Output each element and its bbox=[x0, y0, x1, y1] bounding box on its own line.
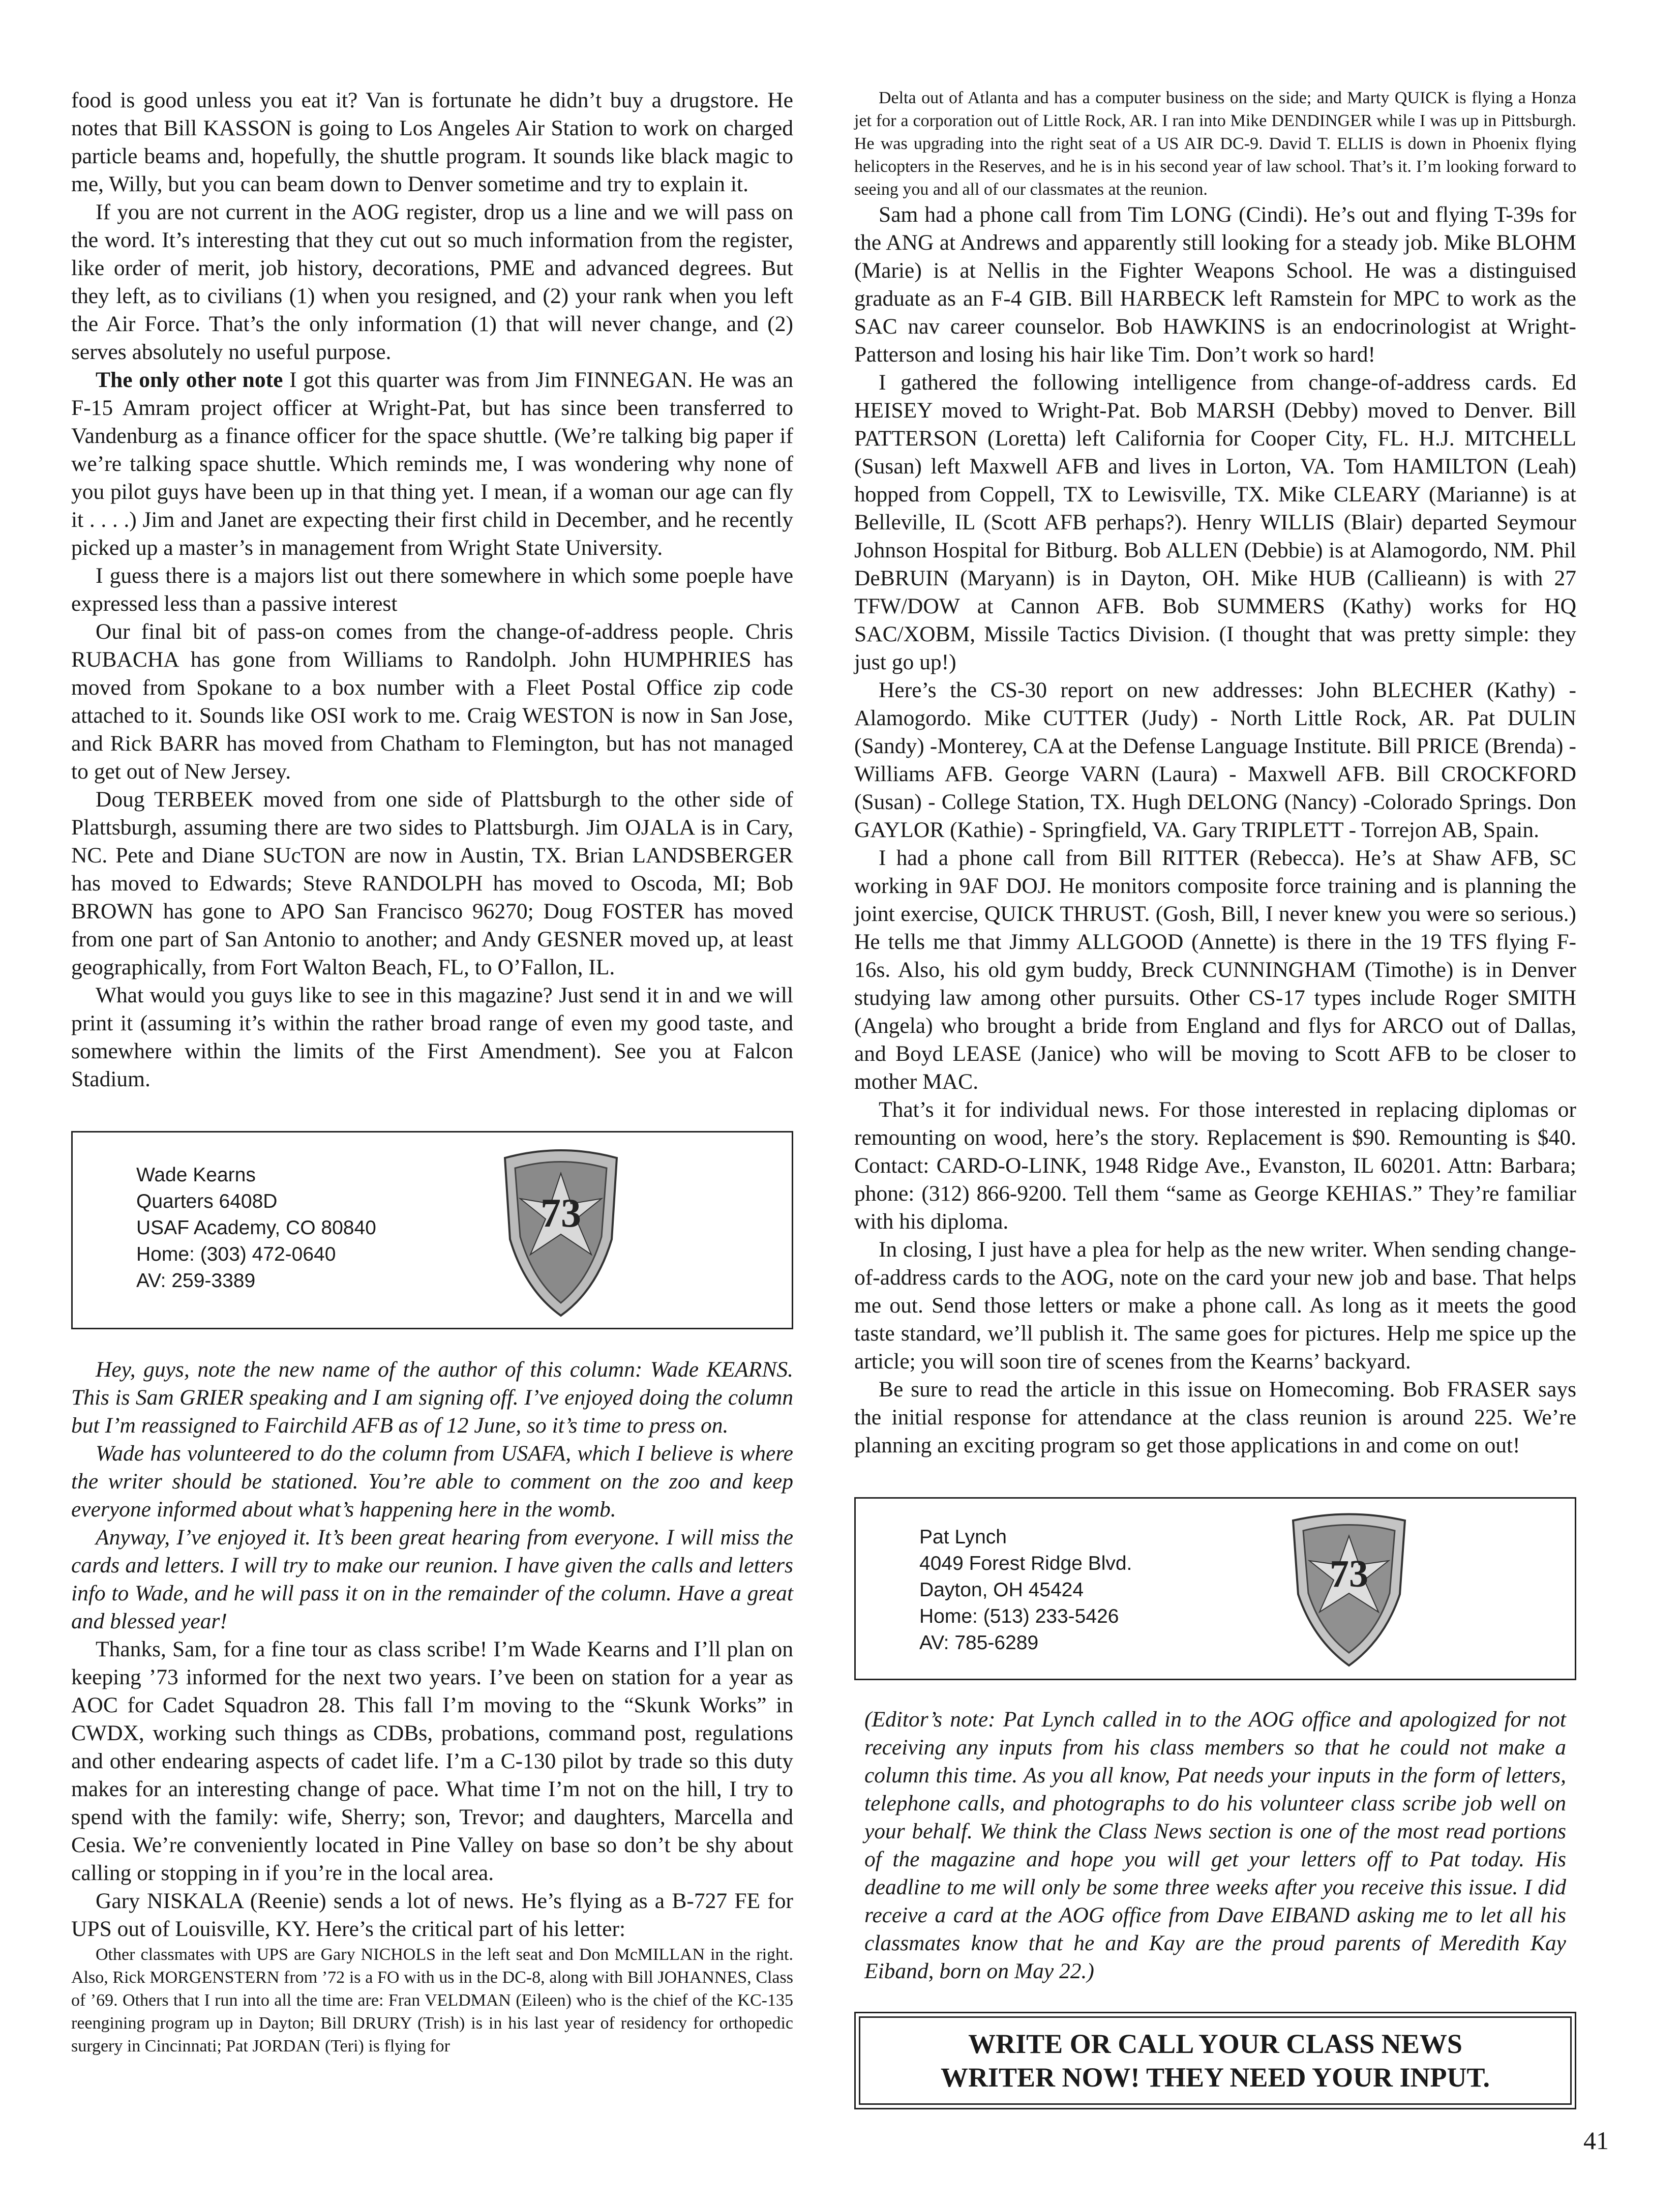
paragraph bbox=[71, 366, 793, 562]
page-number: 41 bbox=[1583, 2126, 1609, 2155]
editor-note: (Editor’s note: Pat Lynch called in to the AOG office and apologized for not receiving any inputs from his class members so that he could not make a column this time. As you all know, Pat needs your inputs in the form of letters, telephone calls, and photographs to do his volunteer class scribe job well on your behalf. We think the Class News section is one of the most read portions of the magazine and hope you will get your letters off to Pat today. His deadline to me will only be some three weeks after you receive this issue. I did receive a card at the AOG office from Dave EIBAND asking me to let all his classmates know that he and Kay are the proud parents of Meredith Kay Eiband, born on May 22.) bbox=[864, 1707, 1566, 1983]
address-line: USAF Academy, CO 80840 bbox=[136, 1217, 376, 1239]
address-line: Wade Kearns bbox=[136, 1164, 256, 1186]
class-crest-icon bbox=[1283, 1508, 1415, 1671]
paragraph: In closing, I just have a plea for help as the new writer. When sending change-of-address cards to the AOG, note on the card your new job and base. That helps me out. Send those letters or make a phone call. As long as it meets the good taste standard, we’ll publish it. The same goes for pictures. Help me spice up the article; you will soon tire of scenes from the Kearns’ backyard. bbox=[854, 1237, 1576, 1374]
paragraph: What would you guys like to see in this magazine? Just send it in and we will print it (assuming it’s within the rather broad range of even my good taste, and somewhere within the limits of the First Amendment). See you at Falcon Stadium. bbox=[71, 983, 793, 1091]
paragraph: I had a phone call from Bill RITTER (Rebecca). He’s at Shaw AFB, SC working in 9AF DOJ. He monitors composite force training and is planning the joint exercise, QUICK THRUST. (Gosh, Bill, I never knew you were so serious.) He tells me that Jimmy ALLGOOD (Annette) is there in the 19 TFS flying F-16s. Also, his old gym buddy, Breck CUNNINGHAM (Timothe) is in Denver studying law among other pursuits. Other CS-17 types include Roger SMITH (Angela) who brought a bride from England and flys for ARCO out of Dallas, and Boyd LEASE (Janice) who will be moving to Scott AFB to be closer to mother MAC. bbox=[854, 846, 1576, 1094]
paragraph: I gathered the following intelligence from change-of-address cards. Ed HEISEY moved to Wright-Pat. Bob MARSH (Debby) moved to Denver. Bill PATTERSON (Loretta) left California for Cooper City, FL. H.J. MITCHELL (Susan) left Maxwell AFB and lives in Lorton, VA. Tom HAMILTON (Leah) hopped from Coppell, TX to Lewisville, TX. Mike CLEARY (Marianne) is at Belleville, IL (Scott AFB perhaps?). Henry WILLIS (Blair) departed Seymour Johnson Hospital for Bitburg. Bob ALLEN (Debbie) is at Alamogordo, NM. Phil DeBRUIN (Maryann) is in Dayton, OH. Mike HUB (Callieann) is with 27 TFW/DOW at Cannon AFB. Bob SUMMERS (Kathy) works for HQ SAC/XOBM, Missile Tactics Division. (I thought that was pretty simple: they just go up!) bbox=[854, 370, 1576, 674]
address-line: Home: (303) 472-0640 bbox=[136, 1243, 336, 1265]
address-line: Home: (513) 233-5426 bbox=[919, 1605, 1119, 1627]
italic-paragraph: Wade has volunteered to do the column from USAFA, which I believe is where the writer should be stationed. You’re able to comment on the zoo and keep everyone informed about what’s happening here in the womb. bbox=[71, 1441, 793, 1522]
left-column bbox=[71, 86, 793, 2058]
italic-paragraph: Hey, guys, note the new name of the author of this column: Wade KEARNS. This is Sam GRIER speaking and I am signing off. I’ve enjoyed doing the column but I’m reassigned to Fairchild AFB as of 12 June, so it’s time to press on. bbox=[71, 1357, 793, 1438]
paragraph: Doug TERBEEK moved from one side of Plattsburgh to the other side of Plattsburgh, assuming there are two sides to Plattsburgh. Jim OJALA is in Cary, NC. Pete and Diane SUcTON are now in Austin, TX. Brian LANDSBERGER has moved to Edwards; Steve RANDOLPH has moved to Oscoda, MI; Bob BROWN has gone to APO San Francisco 96270; Doug FOSTER has moved from one part of San Antonio to another; and Andy GESNER moved up, at least geographically, from Fort Walton Beach, FL, to O’Fallon, IL. bbox=[71, 787, 793, 979]
paragraph: I guess there is a majors list out there somewhere in which some poeple have expressed less than a passive interest bbox=[71, 563, 793, 616]
paragraph: Here’s the CS-30 report on new addresses: John BLECHER (Kathy) -Alamogordo. Mike CUTTER (Judy) - North Little Rock, AR. Pat DULIN (Sandy) -Monterey, CA at the Defense Language Institute. Bill PRICE (Brenda) -Williams AFB. George VARN (Laura) - Maxwell AFB. Bill CROCKFORD (Susan) - College Station, TX. Hugh DELONG (Nancy) -Colorado Springs. Don GAYLOR (Kathie) - Springfield, VA. Gary TRIPLETT - Torrejon AB, Spain. bbox=[854, 678, 1576, 842]
letter-excerpt: Other classmates with UPS are Gary NICHOLS in the left seat and Don McMILLAN in the right. Also, Rick MORGENSTERN from ’72 is a FO with us in the DC-8, along with Bill JOHANNES, Class of ’69. Others that I run into all the time are: Fran VELDMAN (Eileen) who is the chief of the KC-135 reengining program up in Dayton; Bill DRURY (Trish) is in his last year of residency for orthopedic surgery in Cincinnati; Pat JORDAN (Teri) is flying for bbox=[71, 1945, 793, 2056]
paragraph: Sam had a phone call from Tim LONG (Cindi). He’s out and flying T-39s for the ANG at Andrews and apparently still looking for a steady job. Mike BLOHM (Marie) is at Nellis in the Fighter Weapons School. He was a distinguised graduate as an F-4 GIB. Bill HARBECK left Ramstein for MPC to work as the SAC nav career counselor. Bob HAWKINS is an endocrinologist at Wright-Patterson and losing his hair like Tim. Don’t work so hard! bbox=[854, 202, 1576, 367]
italic-paragraph: Anyway, I’ve enjoyed it. It’s been great hearing from everyone. I will miss the cards and letters. I will try to make our reunion. I have given the calls and letters info to Wade, and he will pass it on in the remainder of the column. Have a great and blessed year! bbox=[71, 1525, 793, 1633]
right-column bbox=[854, 86, 1576, 2109]
address-line: Dayton, OH 45424 bbox=[919, 1579, 1084, 1601]
address-line: Pat Lynch bbox=[919, 1526, 1007, 1548]
address-line: AV: 785-6289 bbox=[919, 1632, 1039, 1654]
paragraph: That’s it for individual news. For those interested in replacing diplomas or remounting on wood, here’s the story. Replacement is $90. Remounting is $40. Contact: CARD-O-LINK, 1948 Ridge Ave., Evanston, IL 60201. Attn: Barbara; phone: (312) 866-9200. Tell them “same as George KEHIAS.” They’re familiar with his diploma. bbox=[854, 1097, 1576, 1234]
address-box-wade bbox=[71, 1131, 793, 1329]
paragraph: Our final bit of pass-on comes from the change-of-address people. Chris RUBACHA has gone from Williams to Randolph. John HUMPHRIES has moved from Spokane to a box number with a Fleet Postal Office zip code attached to it. Sounds like OSI work to me. Craig WESTON is now in San Jose, and Rick BARR has moved from Chatham to Flemington, but has not managed to get out of New Jersey. bbox=[71, 619, 793, 784]
paragraph: food is good unless you eat it? Van is fortunate he didn’t buy a drugstore. He notes that Bill KASSON is going to Los Angeles Air Station to work on charged particle beams and, hopefully, the shuttle program. It sounds like black magic to me, Willy, but you can beam down to Denver sometime and try to explain it. bbox=[71, 88, 793, 196]
crest-label: 73 bbox=[541, 1191, 581, 1236]
crest-label: 73 bbox=[1330, 1553, 1368, 1595]
paragraph: Thanks, Sam, for a fine tour as class scribe! I’m Wade Kearns and I’ll plan on keeping ’73 informed for the next two years. I’ve been on station for a year as AOC for Cadet Squadron 28. This fall I’m moving to the “Skunk Works” in CWDX, working such things as CDBs, probations, command post, regulations and other endearing aspects of cadet life. I’m a C-130 pilot by trade so this duty makes for an interesting change of pace. What time I’m not on the hill, I try to spend with the family: wife, Sherry; son, Trevor; and daughters, Marcella and Cesia. We’re conveniently located in Pine Valley on base so don’t be shy about calling or stopping in if you’re in the local area. bbox=[71, 1637, 793, 1885]
address-line: Quarters 6408D bbox=[136, 1190, 278, 1212]
call-to-action-inner bbox=[859, 2016, 1572, 2105]
call-to-action-line: WRITE OR CALL YOUR CLASS NEWS bbox=[968, 2029, 1462, 2059]
letter-excerpt-continued: Delta out of Atlanta and has a computer business on the side; and Marty QUICK is flying a Honza jet for a corporation out of Little Rock, AR. I ran into Mike DENDINGER while I was up in Pittsburgh. He was upgrading into the right seat of a US AIR DC-9. David T. ELLIS is down in Phoenix flying helicopters in the Reserves, and he is in his second year of law school. That’s it. I’m looking forward to seeing you and all of our classmates at the reunion. bbox=[854, 88, 1576, 199]
address-lines bbox=[136, 1162, 376, 1294]
address-line: 4049 Forest Ridge Blvd. bbox=[919, 1553, 1132, 1574]
address-line: AV: 259-3389 bbox=[136, 1270, 256, 1292]
call-to-action-box bbox=[854, 2012, 1576, 2109]
lead-in: The only other note bbox=[96, 368, 283, 392]
call-to-action-line: WRITER NOW! THEY NEED YOUR INPUT. bbox=[940, 2062, 1490, 2093]
address-lines bbox=[919, 1524, 1132, 1656]
paragraph: Gary NISKALA (Reenie) sends a lot of news. He’s flying as a B-727 FE for UPS out of Louisville, KY. Here’s the critical part of his letter: bbox=[71, 1889, 793, 1941]
paragraph: Be sure to read the article in this issue on Homecoming. Bob FRASER says the initial response for attendance at the class reunion is around 225. We’re planning an exciting program so get those applications in and come on out! bbox=[854, 1377, 1576, 1457]
class-crest-icon bbox=[495, 1143, 627, 1321]
paragraph: If you are not current in the AOG register, drop us a line and we will pass on the word. It’s interesting that they cut out so much information from the register, like order of merit, job history, decorations, PME and advanced degrees. But they left, as to civilians (1) when you resigned, and (2) your rank when you left the Air Force. That’s the only information (1) that will never change, and (2) serves absolutely no useful purpose. bbox=[71, 200, 793, 364]
address-box-pat bbox=[854, 1497, 1576, 1680]
paragraph-body: I got this quarter was from Jim FINNEGAN. He was an F-15 Amram project officer at Wright-Pat, but has since been transferred to Vandenburg as a finance officer for the space shuttle. (We’re talking big paper if we’re talking space shuttle. Which reminds me, I was wondering why none of you pilot guys have been up in that thing yet. I mean, if a woman our age can fly it . . . .) Jim and Janet are expecting their first child in December, and he recently picked up a master’s in management from Wright State University. bbox=[71, 368, 793, 560]
